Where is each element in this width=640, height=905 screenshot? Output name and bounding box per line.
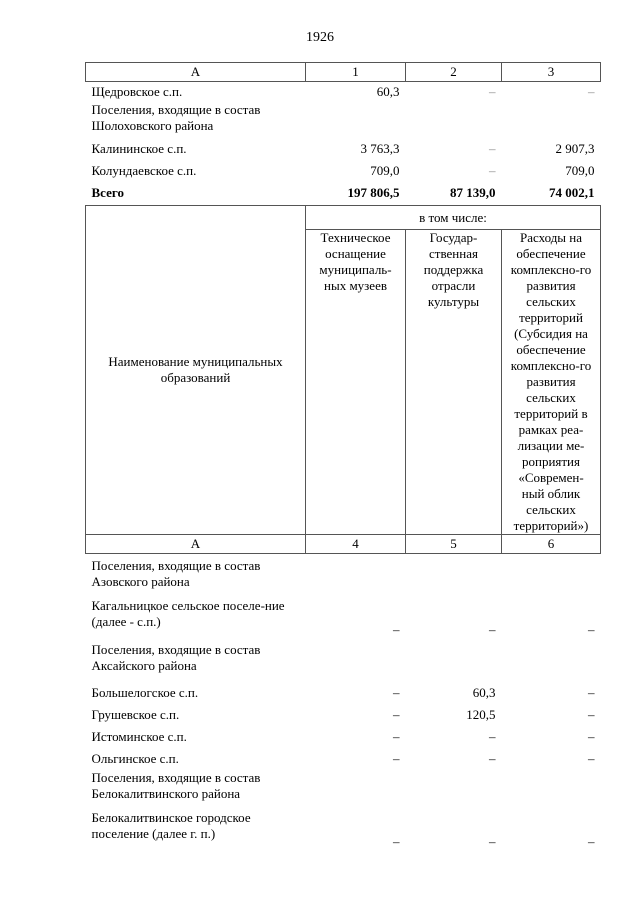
index-cell: 4: [306, 535, 406, 554]
header-cell: 3: [502, 63, 601, 82]
table-row: [86, 642, 601, 682]
row-name: Щедровское с.п.: [91, 84, 183, 99]
table-row: [86, 770, 601, 810]
cell-value: –: [588, 685, 595, 700]
cell-value: [306, 770, 406, 810]
column-header-4: Техническое оснащение муниципаль-ных музеев: [306, 230, 406, 535]
table-row: [86, 82, 601, 103]
cell-value: [502, 770, 601, 810]
page-number: 1926: [306, 30, 334, 45]
total-row: [86, 182, 601, 204]
table-row: [86, 726, 601, 748]
cell-value: –: [588, 751, 595, 766]
cell-value: –: [588, 834, 595, 849]
table-row: [86, 138, 601, 160]
cell-value: –: [489, 834, 496, 849]
index-cell: А: [86, 535, 306, 554]
cell-value: [306, 554, 406, 599]
row-name: Всего: [91, 185, 124, 200]
index-cell: 5: [406, 535, 502, 554]
row-name: Колундаевское с.п.: [91, 163, 197, 178]
row-name: Грушевское с.п.: [91, 707, 180, 722]
row-name: Калининское с.п.: [91, 141, 187, 156]
table-row: [86, 160, 601, 182]
index-row: [86, 535, 601, 554]
cell-value: 74 002,1: [549, 185, 595, 200]
row-name: Ольгинское с.п.: [91, 751, 179, 766]
cell-value: –: [588, 707, 595, 722]
cell-value: –: [489, 141, 496, 156]
row-name: Поселения, входящие в состав Шолоховского района: [91, 102, 261, 133]
cell-value: –: [489, 84, 496, 99]
header-cell: 2: [406, 63, 502, 82]
budget-table-part2: [85, 205, 601, 854]
cell-value: [502, 642, 601, 682]
cell-value: 120,5: [466, 707, 496, 722]
row-name: Истоминское с.п.: [91, 729, 187, 744]
cell-value: 60,3: [376, 84, 400, 99]
cell-value: –: [588, 84, 595, 99]
column-header-5: Государ-ственная поддержка отрасли культуры: [406, 230, 502, 535]
table-row: [86, 598, 601, 642]
cell-value: –: [489, 622, 496, 637]
cell-value: [306, 102, 406, 138]
cell-value: –: [588, 729, 595, 744]
table-row: [86, 102, 601, 138]
cell-value: –: [393, 707, 400, 722]
cell-value: –: [393, 729, 400, 744]
header-cell: А: [86, 63, 306, 82]
table-row: [86, 682, 601, 704]
cell-value: 60,3: [472, 685, 496, 700]
group-header-row: [86, 206, 601, 230]
table-header-row: [86, 63, 601, 82]
cell-value: [406, 642, 502, 682]
cell-value: [406, 102, 502, 138]
cell-value: 2 907,3: [555, 141, 595, 156]
table-row: [86, 704, 601, 726]
row-name: Большелогское с.п.: [91, 685, 199, 700]
cell-value: –: [588, 622, 595, 637]
cell-value: –: [393, 622, 400, 637]
cell-value: 709,0: [565, 163, 595, 178]
cell-value: –: [489, 729, 496, 744]
cell-value: [306, 642, 406, 682]
cell-value: 3 763,3: [360, 141, 400, 156]
name-column-header: Наименование муниципальных образований: [86, 206, 306, 535]
table-row: [86, 810, 601, 854]
column-header-6: Расходы на обеспечение комплексно-го развития сельских территорий (Субсидия на обеспечение комплексно-го развития сельских территорий в рамках реа-лизации ме-роприятия «Современ-ный облик сельских территорий»): [502, 230, 601, 535]
table-row: [86, 748, 601, 770]
budget-table-part1: [85, 62, 601, 204]
table-row: [86, 554, 601, 599]
cell-value: 709,0: [370, 163, 400, 178]
header-cell: 1: [306, 63, 406, 82]
row-name: Кагальницкое сельское поселе-ние (далее - с.п.): [91, 598, 285, 629]
index-cell: 6: [502, 535, 601, 554]
cell-value: [406, 770, 502, 810]
cell-value: [502, 102, 601, 138]
cell-value: –: [393, 685, 400, 700]
row-name: Поселения, входящие в состав Азовского района: [91, 558, 261, 589]
row-name: Поселения, входящие в состав Белокалитвинского района: [91, 770, 261, 801]
cell-value: 197 806,5: [347, 185, 400, 200]
cell-value: –: [489, 751, 496, 766]
cell-value: 87 139,0: [450, 185, 496, 200]
row-name: Белокалитвинское городское поселение (далее г. п.): [91, 810, 251, 841]
cell-value: [406, 554, 502, 599]
cell-value: [502, 554, 601, 599]
cell-value: –: [393, 751, 400, 766]
cell-value: –: [393, 834, 400, 849]
group-header: в том числе:: [306, 206, 601, 230]
cell-value: –: [489, 163, 496, 178]
row-name: Поселения, входящие в состав Аксайского района: [91, 642, 261, 673]
